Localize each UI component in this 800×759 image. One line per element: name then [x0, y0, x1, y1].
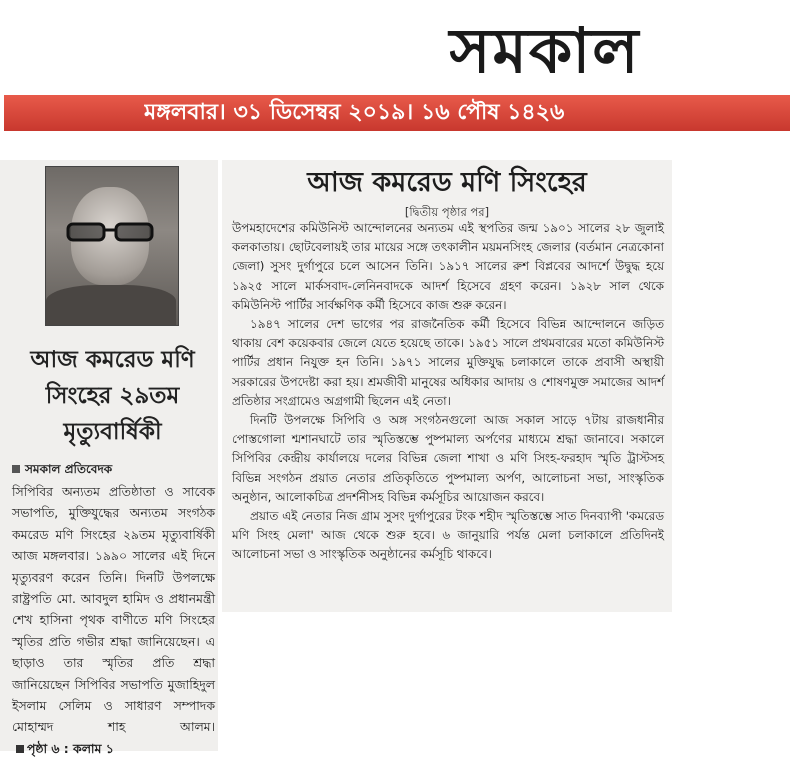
article-paragraph: ১৯৪৭ সালের দেশ ভাগের পর রাজনৈতিক কর্মী হিসেবে বিভিন্ন আন্দোলনে জড়িত থাকায় বেশ কয়েকবার জেলে যেতে হয়েছে তাকে। ১৯৫১ সালে প্রথমবারের মতো কমিউনিস্ট পার্টির প্রধান নিযুক্ত হন তিনি। ১৯৭১ সালের মুক্তিযুদ্ধ চলাকালে তাকে প্রবাসী অস্থায়ী সরকারের উপদেষ্টা করা হয়। শ্রমজীবী মানুষের অধিকার আদায় ও শোষণমুক্ত সমাজের আদর্শ প্রতিষ্ঠার সংগ্রামেও অগ্রগামী ছিলেন এই নেতা। [232, 317, 664, 408]
portrait-suit [46, 285, 176, 325]
square-bullet-icon [12, 465, 20, 473]
left-body-text: সিপিবির অন্যতম প্রতিষ্ঠাতা ও সাবেক সভাপতি, মুক্তিযুদ্ধের অন্যতম সংগঠক কমরেড মণি সিংহের ২৯তম মৃত্যুবার্ষিকী আজ মঙ্গলবার। ১৯৯০ সালের এই দিনে মৃত্যুবরণ করেন তিনি। দিনটি উপলক্ষে রাষ্ট্রপতি মো. আবদুল হামিদ ও প্রধানমন্ত্রী শেখ হাসিনা পৃথক বাণীতে মণি সিংহের স্মৃতির প্রতি গভীর শ্রদ্ধা জানিয়েছেন। এ ছাড়াও তার স্মৃতির প্রতি শ্রদ্ধা জানিয়েছেন সিপিবির সভাপতি মুজাহিদুল ইসলাম সেলিম ও সাধারণ সম্পাদক মোহাম্মদ শাহ আলম। [12, 484, 215, 735]
page-jump [12, 741, 114, 756]
date-band [4, 95, 790, 131]
article-paragraph: প্রয়াত এই নেতার নিজ গ্রাম সুসং দুর্গাপুরের টংক শহীদ স্মৃতিস্তম্ভে সাত দিনব্যাপী 'কমরেড মণি সিংহ মেলা' আজ থেকে শুরু হবে। ৬ জানুয়ারি পর্যন্ত মেলা চলাকালে প্রতিদিনই আলোচনা সভা ও সাংস্কৃতিক অনুষ্ঠানের কর্মসূচি থাকবে। [232, 509, 664, 562]
article-paragraph: উপমহাদেশের কমিউনিস্ট আন্দোলনের অন্যতম এই স্থপতির জন্ম ১৯০১ সালের ২৮ জুলাই কলকাতায়। ছোটবেলায়ই তার মায়ের সঙ্গে তৎকালীন ময়মনসিংহ জেলার (বর্তমান নেত্রকোনা জেলা) সুসং দুর্গাপুরে চলে আসেন তিনি। ১৯১৭ সালের রুশ বিপ্লবের আদর্শে উদ্বুদ্ধ হয়ে ১৯২৫ সালে মার্কসবাদ-লেনিনবাদকে আদর্শ হিসেবে গ্রহণ করেন। ১৯২৮ সাল থেকে কমিউনিস্ট পার্টির সার্বক্ষণিক কর্মী হিসেবে কাজ শুরু করেন। [232, 221, 664, 312]
byline [12, 460, 212, 478]
left-headline: আজ কমরেড মণি সিংহের ২৯তম মৃত্যুবার্ষিকী [30, 346, 195, 445]
article-headline: আজ কমরেড মণি সিংহের [307, 167, 587, 198]
masthead-title: সমকাল [449, 14, 641, 87]
portrait-photo [45, 166, 179, 326]
square-bullet-icon [16, 745, 24, 753]
page-jump-text: পৃষ্ঠা ৬ : কলাম ১ [27, 740, 114, 756]
continued-from: [দ্বিতীয় পৃষ্ঠার পর] [404, 205, 490, 219]
article-body [232, 219, 664, 565]
left-body [12, 481, 215, 759]
glasses-icon [64, 222, 156, 242]
date-line: মঙ্গলবার। ৩১ ডিসেম্বর ২০১৯। ১৬ পৌষ ১৪২৬ [144, 100, 565, 125]
article-paragraph: দিনটি উপলক্ষে সিপিবি ও অঙ্গ সংগঠনগুলো আজ সকাল সাড়ে ৭টায় রাজধানীর পোস্তগোলা শ্মশানঘাটে তার স্মৃতিস্তম্ভে পুষ্পমাল্য অর্পণের মাধ্যমে শ্রদ্ধা জানাবে। সকালে সিপিবির কেন্দ্রীয় কার্যালয়ে দলের বিভিন্ন জেলা শাখা ও মণি সিংহ-ফরহাদ স্মৃতি ট্রাস্টসহ বিভিন্ন সংগঠন প্রয়াত নেতার প্রতিকৃতিতে পুষ্পমাল্য অর্পণ, আলোচনা সভা, সাংস্কৃতিক অনুষ্ঠান, আলোকচিত্র প্রদর্শনীসহ বিভিন্ন কর্মসূচির আয়োজন করবে। [232, 413, 664, 504]
byline-text: সমকাল প্রতিবেদক [25, 462, 113, 476]
